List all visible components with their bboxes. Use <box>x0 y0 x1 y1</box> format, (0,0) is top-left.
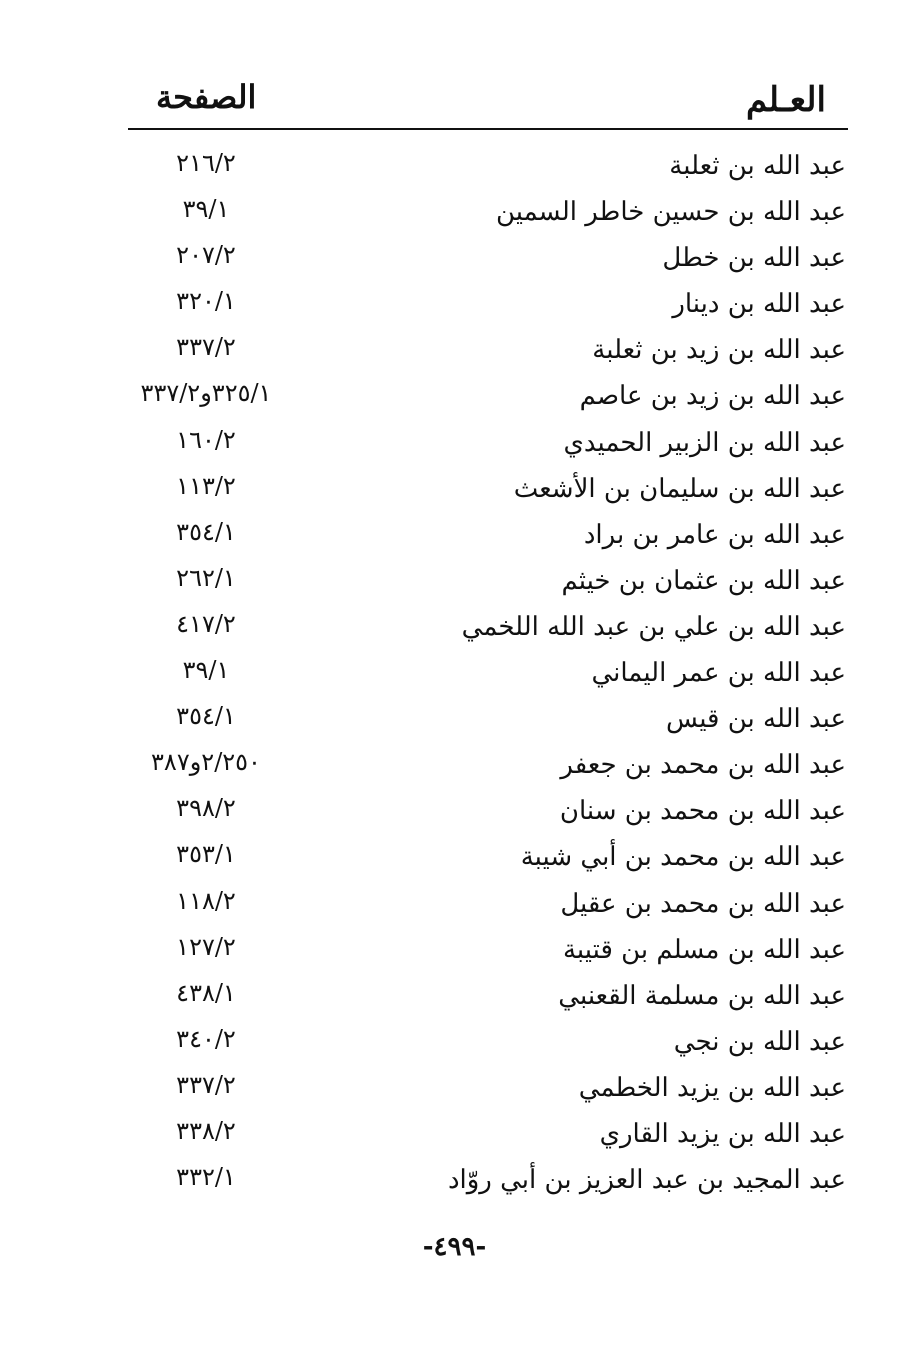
index-entry <box>128 606 848 652</box>
entry-name: عبد الله بن قيس <box>666 704 846 735</box>
entry-page-ref: ٣٣٧/٢ <box>176 1070 236 1099</box>
entry-name: عبد الله بن محمد بن أبي شيبة <box>520 842 846 873</box>
entry-page-ref: ١٢٧/٢ <box>176 932 236 961</box>
index-entry <box>128 698 848 744</box>
index-entry <box>128 283 848 329</box>
index-entry <box>128 375 848 421</box>
entry-name: عبد الله بن علي بن عبد الله اللخمي <box>461 611 846 642</box>
index-entry <box>128 145 848 191</box>
index-entry <box>128 1113 848 1159</box>
entry-page-ref: ٣٩٨/٢ <box>176 794 236 823</box>
entry-page-ref: ١١٨/٢ <box>176 886 236 915</box>
entry-page-ref: ١٦٠/٢ <box>176 425 236 454</box>
entry-name: عبد الله بن زيد بن ثعلبة <box>592 335 846 366</box>
entry-name: عبد المجيد بن عبد العزيز بن أبي روّاد <box>447 1165 846 1196</box>
entry-page-ref: ٣٢٠/١ <box>176 287 236 316</box>
entry-name: عبد الله بن ثعلبة <box>669 151 846 181</box>
entry-name: عبد الله بن عثمان بن خيثم <box>561 565 846 596</box>
index-entry <box>128 514 848 560</box>
index-entry <box>128 790 848 836</box>
entry-name: عبد الله بن يزيد الخطمي <box>578 1072 846 1103</box>
entry-name: عبد الله بن الزبير الحميدي <box>563 427 846 458</box>
index-entry <box>128 836 848 882</box>
index-entry <box>128 744 848 790</box>
index-entry <box>128 652 848 698</box>
index-entry <box>128 1159 848 1205</box>
page-column-heading: الصفحة <box>156 78 257 116</box>
entry-page-ref: ٤٣٨/١ <box>176 978 236 1007</box>
entry-name: عبد الله بن زيد بن عاصم <box>579 381 846 412</box>
index-entry <box>128 422 848 468</box>
entry-page-ref: ٣٣٨/٢ <box>176 1116 236 1145</box>
index-entry <box>128 1067 848 1113</box>
page-number: -٤٩٩- <box>422 1232 487 1262</box>
index-header <box>128 70 848 130</box>
index-entries <box>128 145 848 1205</box>
index-entry <box>128 191 848 237</box>
header-divider <box>128 128 848 130</box>
entry-page-ref: ٣٢٥/١و٣٣٧/٢ <box>140 379 272 408</box>
index-entry <box>128 929 848 975</box>
entry-name: عبد الله بن سليمان بن الأشعث <box>513 473 846 504</box>
entry-page-ref: ٣٩/١ <box>182 656 230 685</box>
entry-page-ref: ٣٥٤/١ <box>176 517 236 546</box>
index-entry <box>128 468 848 514</box>
entry-name: عبد الله بن عمر اليماني <box>591 658 846 689</box>
entry-page-ref: ٣٩/١ <box>182 195 230 224</box>
index-entry <box>128 329 848 375</box>
entry-page-ref: ٣٤٠/٢ <box>176 1024 236 1053</box>
index-entry <box>128 560 848 606</box>
entry-page-ref: ٣٥٣/١ <box>176 840 236 869</box>
entry-name: عبد الله بن محمد بن سنان <box>559 796 846 827</box>
entry-name: عبد الله بن محمد بن عقيل <box>560 888 846 919</box>
entry-name: عبد الله بن يزيد القاري <box>599 1118 846 1149</box>
entry-name: عبد الله بن مسلمة القعنبي <box>558 980 846 1011</box>
entry-name: عبد الله بن محمد بن جعفر <box>560 750 846 781</box>
entry-page-ref: ٣٣٧/٢ <box>176 333 236 362</box>
entry-name: عبد الله بن نجي <box>673 1026 846 1057</box>
entry-page-ref: ٤١٧/٢ <box>176 609 236 638</box>
entry-page-ref: ٢١٦/٢ <box>176 149 236 177</box>
entry-page-ref: ٢/٢٥٠و٣٨٧ <box>151 748 261 777</box>
entry-page-ref: ٢٦٢/١ <box>176 563 236 592</box>
name-column-heading: العـلم <box>745 80 826 120</box>
entry-page-ref: ٢٠٧/٢ <box>176 241 236 270</box>
index-entry <box>128 883 848 929</box>
entry-name: عبد الله بن خطل <box>662 243 846 274</box>
entry-page-ref: ١١٣/٢ <box>176 471 236 500</box>
entry-name: عبد الله بن حسين خاطر السمين <box>496 197 846 228</box>
index-entry <box>128 1021 848 1067</box>
entry-page-ref: ٣٥٤/١ <box>176 702 236 731</box>
index-entry <box>128 975 848 1021</box>
index-entry <box>128 237 848 283</box>
entry-name: عبد الله بن عامر بن براد <box>583 519 846 550</box>
entry-page-ref: ٣٣٢/١ <box>176 1163 236 1192</box>
entry-name: عبد الله بن مسلم بن قتيبة <box>562 934 846 965</box>
entry-name: عبد الله بن دينار <box>672 289 846 320</box>
